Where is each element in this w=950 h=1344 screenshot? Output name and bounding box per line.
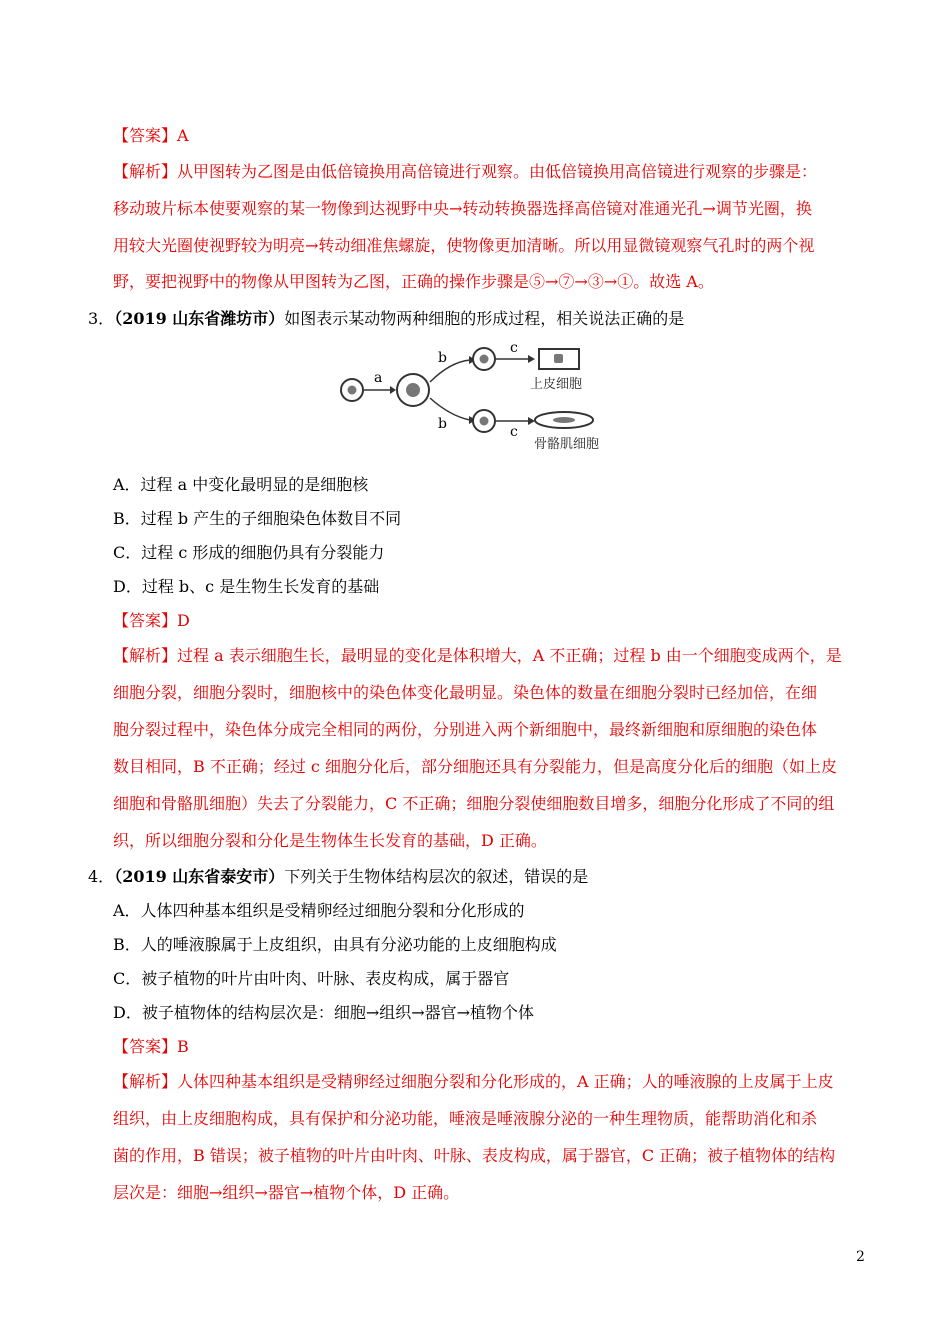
q3-option-c: C．过程 c 形成的细胞仍具有分裂能力 [113,543,385,562]
q4-answer: 【答案】B [113,1037,189,1056]
q4-analysis-line: 【解析】人体四种基本组织是受精卵经过细胞分裂和分化形成的，A 正确；人的唾液腺的上皮属于上皮 [113,1072,834,1091]
q3-analysis-line: 织，所以细胞分裂和分化是生物体生长发育的基础，D 正确。 [113,831,547,850]
q4-option-c: C．被子植物的叶片由叶肉、叶脉、表皮构成，属于器官 [113,969,510,988]
page-number: 2 [856,1249,865,1265]
cell-initial-nucleus [348,386,357,395]
arrow-b-bottom [430,398,470,420]
cell-daughter-bottom-nucleus [480,417,489,426]
muscle-cell-nucleus [553,417,575,423]
q3-option-b: B．过程 b 产生的子细胞染色体数目不同 [113,509,402,528]
q2-analysis-line: 野，要把视野中的物像从甲图转为乙图，正确的操作步骤是⑤→⑦→③→①。故选 A。 [113,272,714,291]
q4-option-d: D．被子植物体的结构层次是：细胞→组织→器官→植物个体 [113,1003,535,1022]
label-c-bottom: c [510,424,518,440]
label-b-top: b [438,350,447,366]
cell-daughter-top-nucleus [480,355,489,364]
label-a: a [374,370,383,386]
epithelial-cell-nucleus [554,354,563,363]
q3-option-d: D．过程 b、c 是生物生长发育的基础 [113,577,380,596]
q3-answer: 【答案】D [113,611,190,630]
q3-stem: 3．（2019 山东省潍坊市）如图表示某动物两种细胞的形成过程，相关说法正确的是 [88,309,685,328]
q3-option-a: A．过程 a 中变化最明显的是细胞核 [113,475,369,494]
cell-grown-nucleus [406,383,420,397]
q3-analysis-line: 数目相同，B 不正确；经过 c 细胞分化后，部分细胞还具有分裂能力，但是高度分化后的细胞（如上皮 [113,757,837,776]
q4-stem: 4．（2019 山东省泰安市）下列关于生物体结构层次的叙述，错误的是 [88,867,589,886]
q4-analysis-line: 层次是：细胞→组织→器官→植物个体，D 正确。 [113,1183,460,1202]
arrow-b-top [430,360,470,382]
q4-analysis-line: 菌的作用，B 错误；被子植物的叶片由叶肉、叶脉、表皮构成，属于器官，C 正确；被子植物体的结构 [113,1146,836,1165]
label-b-bottom: b [438,416,447,432]
q4-option-a: A．人体四种基本组织是受精卵经过细胞分裂和分化形成的 [113,901,525,920]
q3-analysis-line: 胞分裂过程中，染色体分成完全相同的两份，分别进入两个新细胞中，最终新细胞和原细胞的染色体 [113,720,818,739]
q4-analysis-line: 组织，由上皮细胞构成，具有保护和分泌功能，唾液是唾液腺分泌的一种生理物质，能帮助消化和杀 [113,1109,818,1128]
q2-answer: 【答案】A [113,126,189,145]
label-c-top: c [510,340,518,356]
q4-option-b: B．人的唾液腺属于上皮组织，由具有分泌功能的上皮细胞构成 [113,935,557,954]
q2-analysis-line: 【解析】从甲图转为乙图是由低倍镜换用高倍镜进行观察。由低倍镜换用高倍镜进行观察的步骤是： [113,162,818,181]
cell-formation-figure [330,338,630,458]
q3-analysis-line: 细胞分裂，细胞分裂时，细胞核中的染色体变化最明显。染色体的数量在细胞分裂时已经加倍，在细 [113,683,818,702]
q3-analysis-line: 【解析】过程 a 表示细胞生长，最明显的变化是体积增大，A 不正确；过程 b 由一个细胞变成两个，是 [113,646,842,665]
label-epithelial-cell: 上皮细胞 [530,377,583,392]
label-muscle-cell: 骨骼肌细胞 [534,437,600,452]
q2-analysis-line: 移动玻片标本使要观察的某一物像到达视野中央→转动转换器选择高倍镜对准通光孔→调节光圈，换 [113,199,812,218]
q3-analysis-line: 细胞和骨骼肌细胞）失去了分裂能力，C 不正确；细胞分裂使细胞数目增多，细胞分化形成了不同的组 [113,794,835,813]
q2-analysis-line: 用较大光圈使视野较为明亮→转动细准焦螺旋，使物像更加清晰。所以用显微镜观察气孔时的两个视 [113,236,815,255]
